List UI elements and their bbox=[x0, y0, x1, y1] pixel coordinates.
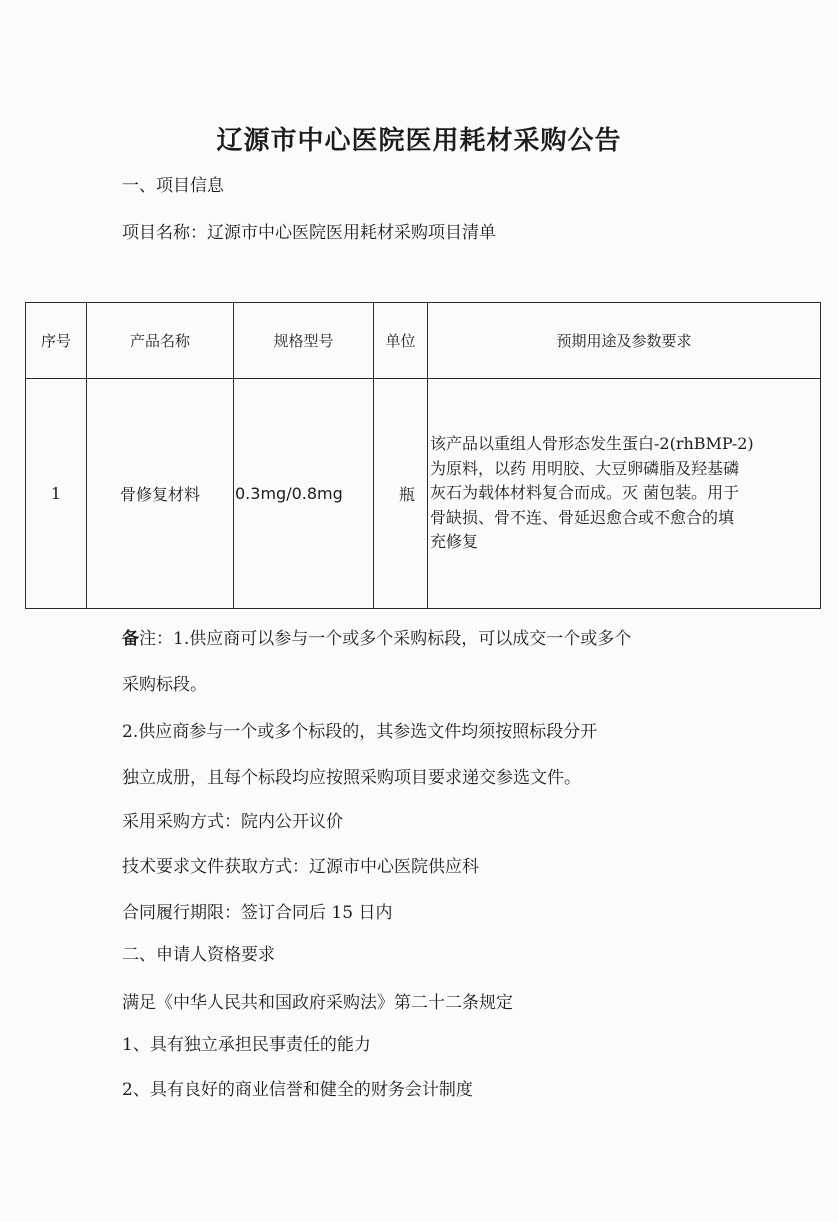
cell-name: 骨修复材料 bbox=[87, 379, 234, 609]
cell-unit: 瓶 bbox=[374, 379, 428, 609]
notes-label: 备 bbox=[122, 629, 139, 649]
qualification-item: 2、具有良好的商业信誉和健全的财务会计制度 bbox=[122, 1080, 473, 1100]
notes-text-1: 注：1.供应商可以参与一个或多个采购标段，可以成交一个或多个 bbox=[139, 629, 632, 649]
cell-spec: 0.3mg/0.8mg bbox=[234, 379, 374, 609]
notes-line-1 bbox=[122, 624, 631, 649]
desc-line: 为原料，以药 用明胶、大豆卵磷脂及羟基磷 bbox=[430, 458, 740, 478]
header-unit: 单位 bbox=[374, 303, 428, 379]
desc-line: 充修复 bbox=[430, 532, 479, 552]
cell-desc bbox=[428, 379, 821, 609]
notes-line-4: 独立成册，且每个标段均应按照采购项目要求递交参选文件。 bbox=[122, 768, 581, 788]
page-title: 辽源市中心医院医用耗材采购公告 bbox=[216, 126, 622, 156]
procurement-method: 采用采购方式：院内公开议价 bbox=[122, 812, 343, 832]
notes-line-2: 采购标段。 bbox=[122, 675, 207, 695]
header-spec: 规格型号 bbox=[234, 303, 374, 379]
qualification-item: 1、具有独立承担民事责任的能力 bbox=[122, 1035, 371, 1055]
header-name: 产品名称 bbox=[87, 303, 234, 379]
notes-line-3: 2.供应商参与一个或多个标段的，其参选文件均须按照标段分开 bbox=[122, 722, 598, 742]
items-table bbox=[25, 302, 821, 609]
desc-line: 骨缺损、骨不连、骨延迟愈合或不愈合的填 bbox=[430, 507, 735, 527]
desc-line: 该产品以重组人骨形态发生蛋白-2(rhBMP-2) bbox=[430, 434, 754, 454]
section1-heading: 一、项目信息 bbox=[122, 176, 224, 196]
cell-num: 1 bbox=[26, 379, 87, 609]
tech-doc-source: 技术要求文件获取方式：辽源市中心医院供应科 bbox=[122, 857, 479, 877]
project-name: 项目名称：辽源市中心医院医用耗材采购项目清单 bbox=[122, 223, 496, 243]
table-header-row bbox=[26, 303, 821, 379]
desc-line: 灰石为载体材料复合而成。灭 菌包装。用于 bbox=[430, 483, 740, 503]
table-row bbox=[26, 379, 821, 609]
header-desc: 预期用途及参数要求 bbox=[428, 303, 821, 379]
section2-intro: 满足《中华人民共和国政府采购法》第二十二条规定 bbox=[122, 993, 513, 1013]
section2-heading: 二、申请人资格要求 bbox=[122, 945, 275, 965]
header-num: 序号 bbox=[26, 303, 87, 379]
contract-term: 合同履行期限：签订合同后 15 日内 bbox=[122, 903, 393, 923]
